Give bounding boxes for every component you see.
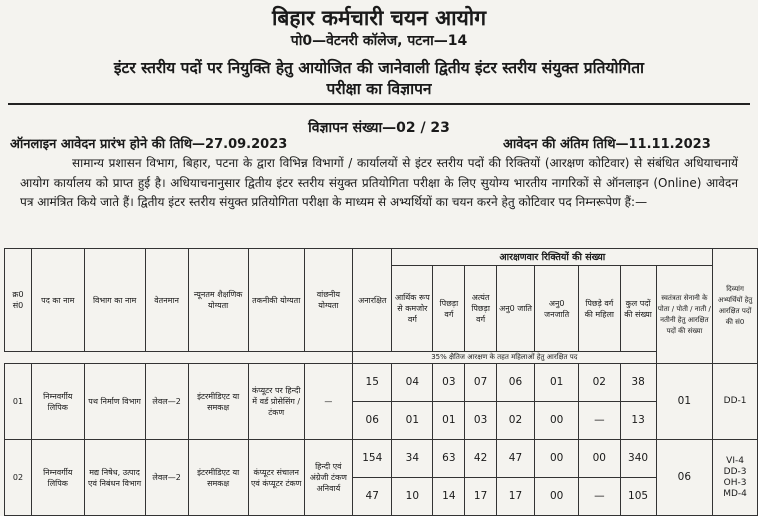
row-2-tech: कंप्यूटर संचालन एवं कंप्यूटर टंकण [248, 440, 304, 516]
row-2-post: निम्नवर्गीय लिपिक [32, 440, 84, 516]
header-bcw: पिछड़े वर्ग की महिला [579, 266, 621, 352]
row-2-sno: 02 [5, 440, 32, 516]
row-2-total: 340 [620, 440, 656, 478]
row-2-ff: 06 [656, 440, 713, 516]
subject-line-2: परीक्षा का विज्ञापन [326, 80, 432, 98]
row-2-divyang: VI-4 DD-3 OH-3 MD-4 [713, 440, 758, 516]
row-1-bcw: 02 [579, 364, 621, 402]
header-desired: वांछनीय योग्यता [304, 249, 352, 352]
commission-address: पो0—वेटनरी कॉलेज, पटना—14 [290, 33, 468, 49]
advertisement-subject [0, 58, 758, 100]
header-sno: क्र0 सं0 [5, 249, 32, 352]
header-dept: विभाग का नाम [84, 249, 145, 352]
row-1-sc: 06 [496, 364, 535, 402]
header-tech: तकनीकी योग्यता [248, 249, 304, 352]
row-1-ews: 04 [392, 364, 433, 402]
header-sc: अनु0 जाति [496, 266, 535, 352]
row-2-women-sc: 17 [496, 478, 535, 516]
row-2-women-ews: 10 [392, 478, 433, 516]
commission-title: बिहार कर्मचारी चयन आयोग [271, 6, 487, 30]
row-1-ff: 01 [656, 364, 713, 440]
row-2-women-bcw: — [579, 478, 621, 516]
row-2-ur: 154 [353, 440, 392, 478]
row-1-min-edu: इंटरमीडिएट या समकक्ष [188, 364, 248, 440]
application-end-date: आवेदन की अंतिम तिथि—11.11.2023 [503, 137, 711, 152]
header-pay: वेतनमान [145, 249, 188, 352]
header-ebc: अत्यंत पिछड़ा वर्ग [465, 266, 496, 352]
row-1-tech: कंप्यूटर पर हिन्दी में वर्ड प्रोसेसिंग / टंकण [248, 364, 304, 440]
row-1-st: 01 [535, 364, 579, 402]
row-2-sc: 47 [496, 440, 535, 478]
row-1-women-ebc: 03 [465, 402, 496, 440]
row-2-women-bc: 14 [433, 478, 465, 516]
header-divider [8, 103, 750, 105]
advertisement-number: विज्ञापन संख्या—02 / 23 [308, 120, 450, 136]
row-1-ur: 15 [353, 364, 392, 402]
header-ews: आर्थिक रूप से कमजोर वर्ग [392, 266, 433, 352]
header-min-edu: न्यूनतम शैक्षणिक योग्यता [188, 249, 248, 352]
row-1-desired: — [304, 364, 352, 440]
row-1-post: निम्नवर्गीय लिपिक [32, 364, 84, 440]
row-2-women-ur: 47 [353, 478, 392, 516]
table-row [5, 364, 758, 402]
women-reservation-note: 35% क्षैतिज आरक्षण के तहत महिलाओं हेतु आरक्षित पद [353, 352, 657, 364]
table-row [5, 440, 758, 478]
row-1-women-sc: 02 [496, 402, 535, 440]
row-2-bcw: 00 [579, 440, 621, 478]
row-2-ews: 34 [392, 440, 433, 478]
header-post: पद का नाम [32, 249, 84, 352]
row-1-women-total: 13 [620, 402, 656, 440]
vacancy-table [4, 248, 758, 516]
row-2-min-edu: इंटरमीडिएट या समकक्ष [188, 440, 248, 516]
header-total: कुल पदों की संख्या [620, 266, 656, 352]
row-1-total: 38 [620, 364, 656, 402]
row-1-women-st: 00 [535, 402, 579, 440]
row-1-women-bcw: — [579, 402, 621, 440]
application-start-date: ऑनलाइन आवेदन प्रारंभ होने की तिथि—27.09.2023 [10, 137, 288, 152]
row-2-dept: मद्य निषेध, उत्पाद एवं निबंधन विभाग [84, 440, 145, 516]
header-freedom-fighter: स्वतंत्रता सेनानी के पोता / पोती / नाती / नतीनी हेतु आरक्षित पदों की संख्या [656, 266, 713, 364]
row-2-women-st: 00 [535, 478, 579, 516]
row-2-desired: हिन्दी एवं अंग्रेजी टंकण अनिवार्य [304, 440, 352, 516]
header-st: अनु0 जनजाति [535, 266, 579, 352]
row-2-pay: लेवल—2 [145, 440, 188, 516]
header-divyang: दिव्यांग अभ्यर्थियों हेतु आरक्षित पदों की सं0 [713, 249, 758, 364]
row-2-women-total: 105 [620, 478, 656, 516]
row-1-sno: 01 [5, 364, 32, 440]
row-1-women-ur: 06 [353, 402, 392, 440]
subject-line-1: इंटर स्तरीय पदों पर नियुक्ति हेतु आयोजित की जानेवाली द्वितीय इंटर स्तरीय संयुक्त प्रतियोगिता [113, 59, 645, 77]
header-bc: पिछड़ा वर्ग [433, 266, 465, 352]
row-1-ebc: 07 [465, 364, 496, 402]
row-2-women-ebc: 17 [465, 478, 496, 516]
header-unreserved: अनारक्षित [353, 249, 392, 352]
row-1-pay: लेवल—2 [145, 364, 188, 440]
row-2-ebc: 42 [465, 440, 496, 478]
row-1-dept: पथ निर्माण विभाग [84, 364, 145, 440]
intro-paragraph: सामान्य प्रशासन विभाग, बिहार, पटना के द्वारा विभिन्न विभागों / कार्यालयों से इंटर स्तरीय पदों की रिक्तियों (आरक्षण कोटिवार) से संबंधित अधियाचनायें आयोग कार्यालय को प्राप्त हुई है। अधियाचनानुसार द्वितीय इंटर स्तरीय संयुक्त प्रतियोगिता परीक्षा के लिए सुयोग्य भारतीय नागरिकों से ऑनलाइन (Online) आवेदन पत्र आमंत्रित किये जाते हैं। द्वितीय इंटर स्तरीय संयुक्त प्रतियोगिता परीक्षा के माध्यम से अभ्यर्थियों का चयन करने हेतु कोटिवार पद निम्नरूपेण हैं:— [20, 156, 738, 209]
row-1-bc: 03 [433, 364, 465, 402]
row-2-st: 00 [535, 440, 579, 478]
row-1-women-ews: 01 [392, 402, 433, 440]
header-reservation: आरक्षणवार रिक्तियों की संख्या [392, 249, 713, 266]
row-1-divyang: DD-1 [713, 364, 758, 440]
row-2-bc: 63 [433, 440, 465, 478]
row-1-women-bc: 01 [433, 402, 465, 440]
